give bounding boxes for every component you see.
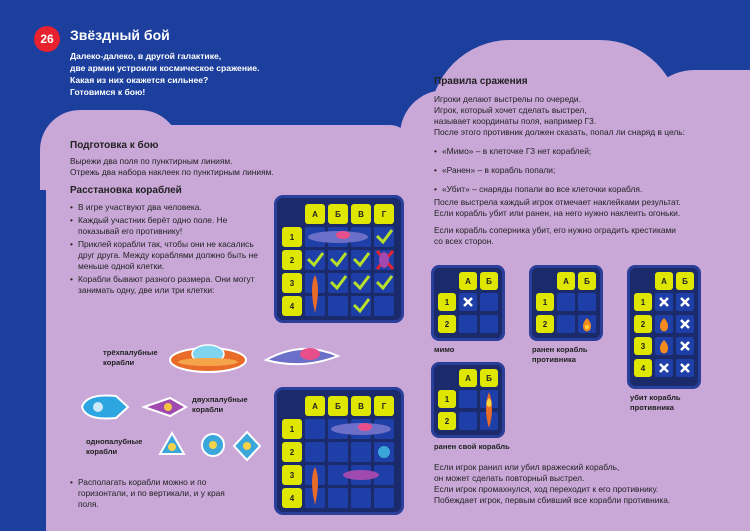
board-header-col: Г [374, 204, 394, 224]
rules-line: Если корабль соперника убит, его нужно оградить крестиками [434, 225, 676, 235]
prep-heading: Подготовка к бою [70, 140, 159, 151]
board-hit-own [434, 365, 502, 435]
prep-line: Вырежи два поля по пунктирным линиям. [70, 156, 233, 166]
rules-heading: Правила сражения [434, 76, 528, 87]
prep-line: Отрежь два набора наклеек по пунктирным линиям. [70, 167, 274, 177]
small-col: Б [480, 272, 498, 290]
small-row: 2 [634, 315, 652, 333]
rules-line: он может сделать повторный выстрел. [434, 473, 585, 483]
rules-line: Побеждает игрок, первым сбивший все корабли противника. [434, 495, 671, 505]
label-two-deck: двухпалубные корабли [192, 395, 248, 414]
ship-two-2 [140, 392, 190, 422]
board-grid-2 [305, 419, 397, 511]
page-title: Звёздный бой [70, 27, 170, 43]
rules-line: Игроки делают выстрелы по очереди. [434, 94, 581, 104]
ship-three-1 [168, 338, 248, 376]
ship-one-1 [157, 430, 187, 460]
outcome-kill: • «Убит» – снаряды попали во все клеточки корабля. [434, 184, 734, 195]
caption-miss: мимо [434, 345, 455, 354]
board-header-row: 2 [282, 250, 302, 270]
board-example-1 [277, 198, 401, 320]
small-row: 2 [438, 412, 456, 430]
intro-line: Готовимся к бою! [70, 87, 146, 97]
board-header-row: 1 [282, 227, 302, 247]
intro-line: две армии устроили космическое сражение. [70, 63, 260, 73]
board-header-col: В [351, 204, 371, 224]
board-header-col: В [351, 396, 371, 416]
board-header-row: 4 [282, 488, 302, 508]
caption-hit-enemy: ранен корабль противника [532, 345, 588, 364]
board-header-row: 3 [282, 273, 302, 293]
ship-one-2 [198, 430, 228, 460]
placement-list [70, 202, 260, 298]
small-row: 1 [634, 293, 652, 311]
rules-line: Если корабль убит или ранен, на него нужно наклеить огоньки. [434, 208, 681, 218]
intro-line: Далеко-далеко, в другой галактике, [70, 51, 222, 61]
outcome-miss: • «Мимо» – в клеточке Г3 нет кораблей; [434, 146, 734, 157]
small-col: Б [676, 272, 694, 290]
board-header-row: 2 [282, 442, 302, 462]
board-header-col: Б [328, 204, 348, 224]
placement-bullet: • Каждый участник берёт одно поле. Не показывай его противнику! [70, 215, 260, 237]
small-row: 3 [634, 337, 652, 355]
board-header-row: 3 [282, 465, 302, 485]
small-col: А [459, 369, 477, 387]
board-header-col: Г [374, 396, 394, 416]
miss-grid [459, 293, 499, 333]
intro-text [70, 50, 259, 98]
rules-line: Если игрок ранил или убил вражеский корабль, [434, 462, 620, 472]
placement-footer [70, 477, 240, 512]
board-header-col: А [305, 204, 325, 224]
rules-line: После этого противник должен сказать, попал ли снаряд в цель: [434, 127, 685, 137]
label-three-deck: трёхпалубные корабли [103, 348, 158, 367]
small-col: Б [480, 369, 498, 387]
board-header-col: Б [328, 396, 348, 416]
ship-three-2 [262, 340, 342, 372]
hit-enemy-grid [557, 293, 597, 333]
board-grid-1 [305, 227, 397, 319]
ship-one-3 [232, 430, 262, 462]
small-row: 2 [438, 315, 456, 333]
board-header-col: А [305, 396, 325, 416]
rules-line: Если игрок промахнулся, ход переходит к его противнику. [434, 484, 659, 494]
rules-para1 [434, 94, 685, 138]
prep-text [70, 156, 274, 178]
placement-heading: Расстановка кораблей [70, 185, 182, 196]
board-header-row: 1 [282, 419, 302, 439]
outcome-hit: • «Ранен» – в корабль попали; [434, 165, 734, 176]
small-col: А [557, 272, 575, 290]
small-row: 1 [438, 293, 456, 311]
placement-bullet: • В игре участвуют два человека. [70, 202, 260, 213]
caption-hit-own: ранен свой корабль [434, 442, 510, 451]
small-col: А [459, 272, 477, 290]
board-miss [434, 268, 502, 338]
small-col: А [655, 272, 673, 290]
caption-kill-enemy: убит корабль противника [630, 393, 681, 412]
rules-para3 [434, 225, 676, 247]
small-row: 4 [634, 359, 652, 377]
placement-footer-bullet: • Располагать корабли можно и по горизонтали, и по вертикали, и у края поля. [70, 477, 240, 510]
rules-para2 [434, 197, 681, 219]
rules-line: со всех сторон. [434, 236, 494, 246]
small-row: 1 [438, 390, 456, 408]
board-example-2 [277, 390, 401, 512]
small-col: Б [578, 272, 596, 290]
rules-line: Игрок, который хочет сделать выстрел, [434, 105, 587, 115]
small-row: 2 [536, 315, 554, 333]
board-header-row: 4 [282, 296, 302, 316]
rules-outcomes [434, 146, 734, 197]
placement-bullet: • Корабли бывают разного размера. Они могут занимать одну, две или три клетки: [70, 274, 260, 296]
rules-line: называет координаты поля, например Г3. [434, 116, 597, 126]
board-kill-enemy [630, 268, 698, 386]
page-number-badge: 26 [34, 26, 60, 52]
placement-bullet: • Приклей корабли так, чтобы они не касались друг друга. Между кораблями должно быть не меньше одной клетки. [70, 239, 260, 272]
kill-enemy-grid [655, 293, 695, 379]
label-one-deck: однопалубные корабли [86, 437, 143, 456]
small-row: 1 [536, 293, 554, 311]
intro-line: Какая из них окажется сильнее? [70, 75, 209, 85]
hit-own-grid [459, 390, 499, 430]
board-hit-enemy [532, 268, 600, 338]
rules-line: После выстрела каждый игрок отмечает наклейками результат. [434, 197, 681, 207]
rules-bottom [434, 462, 670, 506]
ship-two-1 [76, 390, 132, 424]
